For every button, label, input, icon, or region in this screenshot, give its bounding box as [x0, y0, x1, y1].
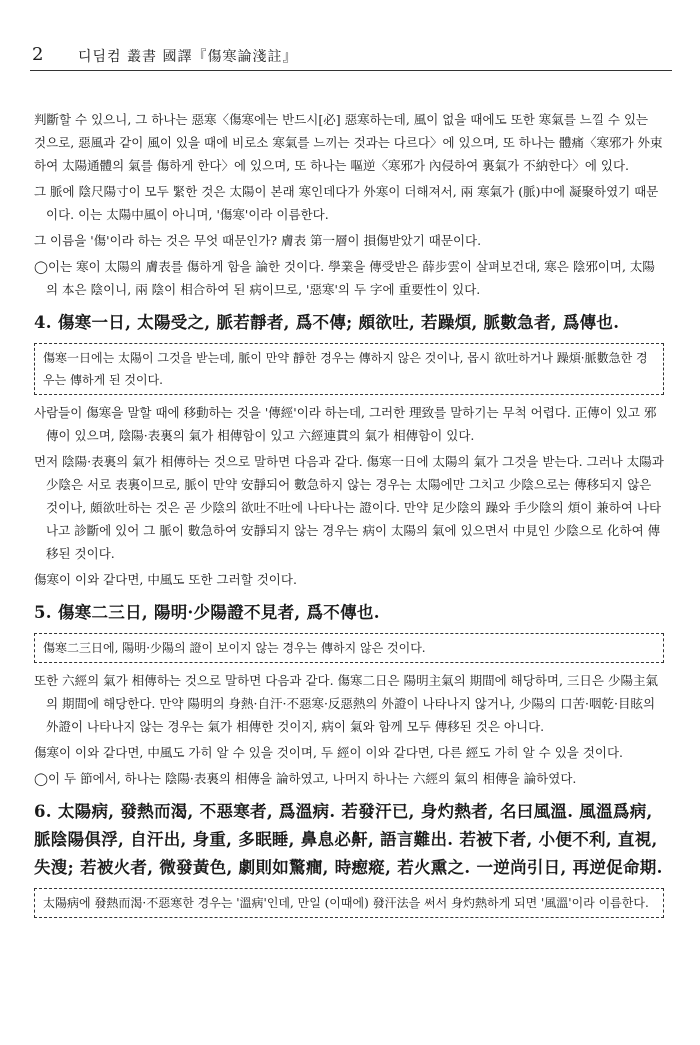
commentary-note: ◯이 두 節에서, 하나는 陰陽·表裏의 相傳을 論하였고, 나머지 하나는 六經의 氣의 相傳을 論하였다. — [34, 771, 577, 786]
verse-5-heading: 5. 傷寒二三日, 陽明·少陽證不見者, 爲不傳也. — [34, 603, 380, 622]
verse-6-translation-box: 太陽病에 發熱而渴·不惡寒한 경우는 '溫病'인데, 만일 (이때에) 發汗法을 써서 身灼熱하게 되면 '風溫'이라 이름한다. — [34, 888, 664, 918]
paragraph: 그 脈에 陰尺陽寸이 모두 緊한 것은 太陽이 본래 寒인데다가 外寒이 더해져서, 兩 寒氣가 (脈)中에 凝聚하였기 때문이다. 이는 太陽中風이 아니며, '傷寒'이라 이름한다. — [34, 184, 659, 222]
header-rule — [30, 70, 672, 71]
verse-4-heading: 4. 傷寒一日, 太陽受之, 脈若靜者, 爲不傳; 頗欲吐, 若躁煩, 脈數急者, 爲傳也. — [34, 313, 620, 332]
page-body — [34, 108, 664, 924]
commentary-note: ◯이는 寒이 太陽의 膚表를 傷하게 함을 論한 것이다. 學業을 傳受받은 薛步雲이 살펴보건대, 寒은 陰邪이며, 太陽의 本은 陰이니, 兩 陰이 相合하여 된 病이므로, '惡寒'의 두 字에 重要性이 있다. — [34, 259, 655, 297]
verse-4-translation-box: 傷寒一日에는 太陽이 그것을 받는데, 脈이 만약 靜한 경우는 傳하지 않은 것이나, 몹시 欲吐하거나 躁煩·脈數急한 경우는 傳하게 된 것이다. — [34, 343, 664, 395]
paragraph: 또한 六經의 氣가 相傳하는 것으로 말하면 다음과 같다. 傷寒二日은 陽明主氣의 期間에 해당하며, 三日은 少陽主氣의 期間에 해당한다. 만약 陽明의 身熱·自汗·不惡寒·反惡熱의 外證이 나타나지 않거나, 少陽의 口苦·咽乾·目眩의 外證이 나타나지 않는 경우는 氣가 相傳한 것이지, 病이 氣와 함께 모두 傳移된 것은 아니다. — [34, 673, 658, 734]
verse-6-heading: 6. 太陽病, 發熱而渴, 不惡寒者, 爲溫病. 若發汗已, 身灼熱者, 名曰風溫. 風溫爲病, 脈陰陽俱浮, 自汗出, 身重, 多眠睡, 鼻息必鼾, 語言難出. 若被下者, 小便不利, 直視, 失溲; 若被火者, 微發黃色, 劇則如驚癎, 時瘛瘲, 若火熏之. 一逆尚引日, 再逆促命期. — [34, 802, 663, 877]
paragraph: 사람들이 傷寒을 말할 때에 移動하는 것을 '傳經'이라 하는데, 그러한 理致를 말하기는 무척 어렵다. 正傳이 있고 邪傳이 있으며, 陰陽·表裏의 氣가 相傳함이 있고 六經連貫의 氣가 相傳함이 있다. — [34, 405, 657, 443]
paragraph: 判斷할 수 있으니, 그 하나는 惡寒〈傷寒에는 반드시[必] 惡寒하는데, 風이 없을 때에도 또한 寒氣를 느낄 수 있는 것으로, 惡風과 같이 風이 있을 때에 비로소 寒氣를 느끼는 것과는 다르다〉에 있으며, 또 하나는 體痛〈寒邪가 外束하여 太陽通體의 氣를 傷하게 한다〉에 있으며, 또 하나는 嘔逆〈寒邪가 內侵하여 裏氣가 不納한다〉에 있다. — [34, 112, 663, 173]
paragraph: 傷寒이 이와 같다면, 中風도 가히 알 수 있을 것이며, 두 經이 이와 같다면, 다른 經도 가히 알 수 있을 것이다. — [34, 745, 624, 760]
paragraph: 그 이름을 '傷'이라 하는 것은 무엇 때문인가? 膚表 第一層이 損傷받았기 때문이다. — [34, 233, 482, 248]
paragraph: 먼저 陰陽·表裏의 氣가 相傳하는 것으로 말하면 다음과 같다. 傷寒一日에 太陽의 氣가 그것을 받는다. 그러나 太陽과 少陰은 서로 表裏이므로, 脈이 만약 安靜되어 數急하지 않는 경우는 太陽에만 그치고 少陰으로는 傳移되지 않은 것이나, 頗欲吐하는 것은 곧 少陰의 欲吐不吐에 나타나는 證이다. 만약 足少陰의 躁와 手少陰의 煩이 兼하여 나타나고 診斷에 있어 그 脈이 數急하여 安靜되지 않는 경우는 病이 太陽의 氣에 있으면서 中見인 少陰으로 化하여 傳移된 것이다. — [34, 454, 664, 561]
running-title: 디딤컴 叢書 國譯『傷寒論淺註』 — [78, 49, 298, 65]
page-header — [30, 44, 680, 68]
page-number: 2 — [32, 44, 44, 65]
verse-5-translation-box: 傷寒二三日에, 陽明·少陽의 證이 보이지 않는 경우는 傳하지 않은 것이다. — [34, 633, 664, 663]
paragraph: 傷寒이 이와 같다면, 中風도 또한 그러할 것이다. — [34, 572, 297, 587]
